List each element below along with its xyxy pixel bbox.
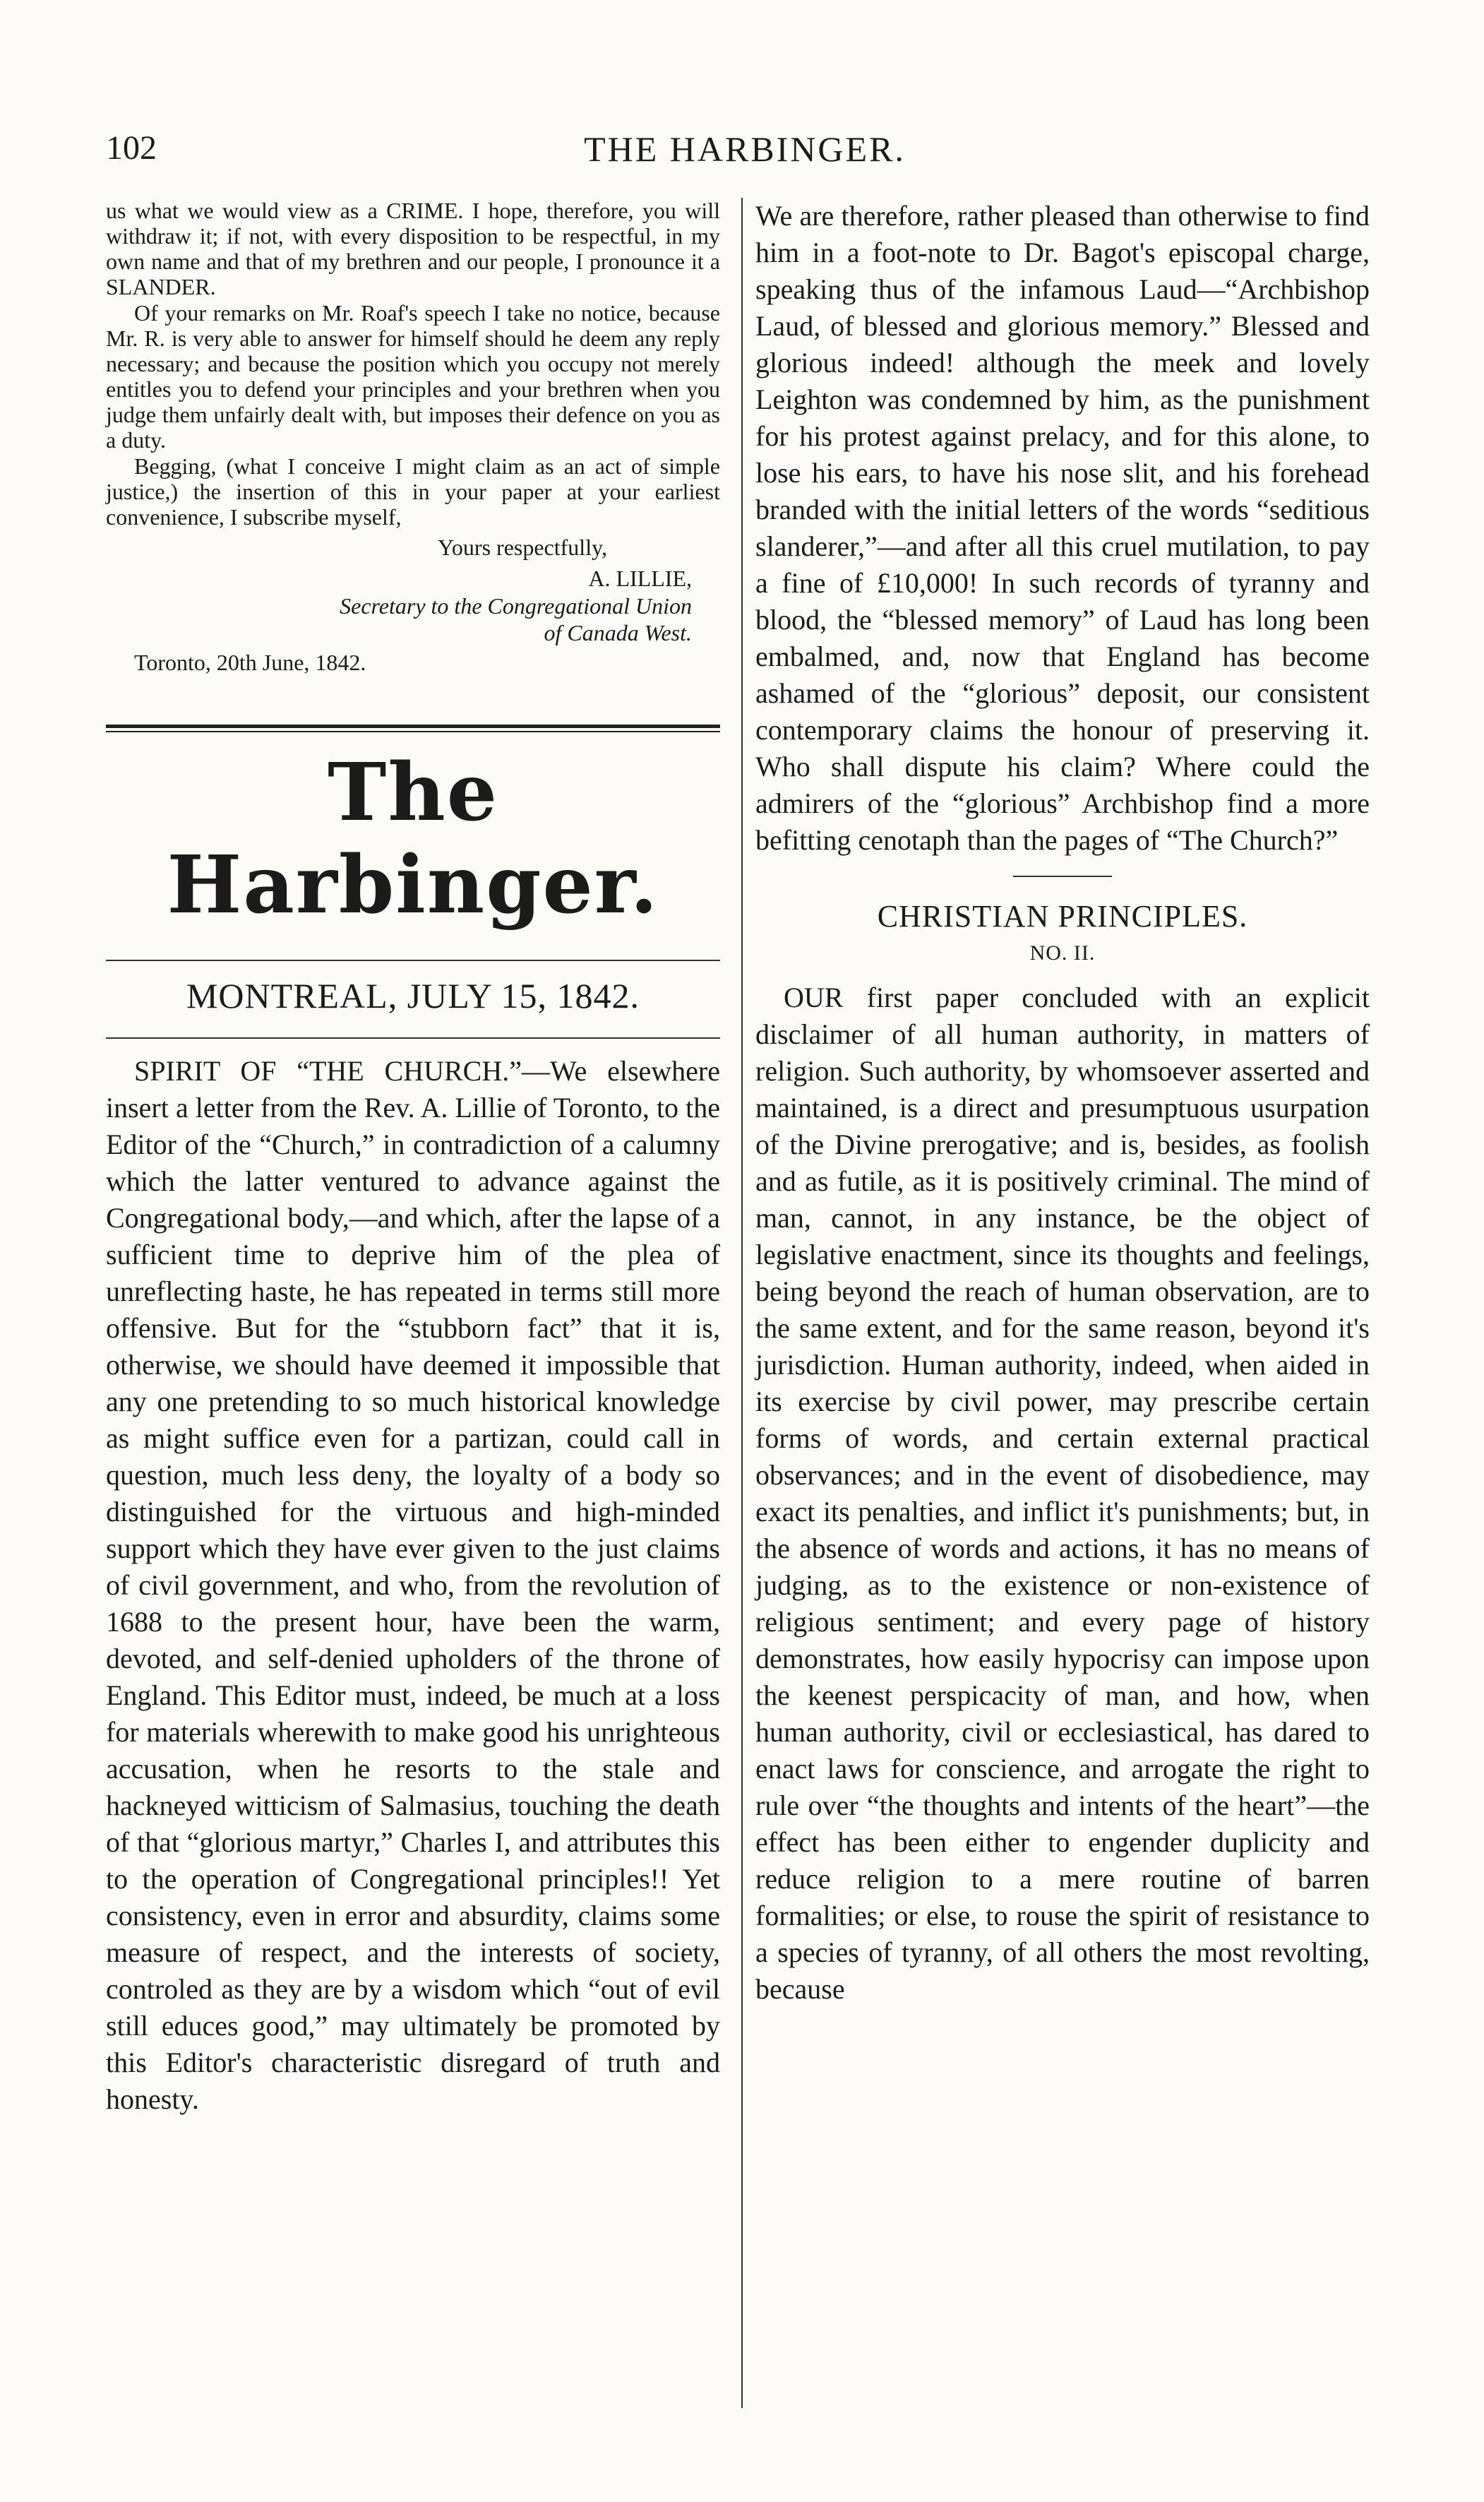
- editorial-continued: We are therefore, rather pleased than otherwise to find him in a foot-note to Dr. Bagot's episcopal charge, speaking thus of the infamous Laud—“Archbishop Laud, of blessed and glorious memory.” Blessed and glorious indeed! although the meek and lovely Leighton was condemned by him, as the punishment for his protest against prelacy, and for this alone, to lose his ears, to have his nose slit, and his forehead branded with the initial letters of the words “seditious slanderer,”—and after all this cruel mutilation, to pay a fine of £10,000! In such records of tyranny and blood, the “blessed memory” of Laud has long been embalmed, and, now that England has become ashamed of the “glorious” deposit, our consistent contemporary claims the honour of preserving it. Who shall dispute his claim? Where could the admirers of the “glorious” Archbishop find a more befitting cenotaph than the pages of “The Church?”: [755, 200, 1370, 856]
- left-column: [106, 198, 720, 2118]
- page-header: [106, 129, 1384, 192]
- editorial-lead: SPIRIT OF “THE CHURCH.”: [134, 1054, 522, 1087]
- letter-closing: Yours respectfully,: [438, 535, 607, 561]
- dateline-rule: [106, 1037, 720, 1039]
- principles-paragraph: OUR first paper concluded with an explicit disclaimer of all human authority, in matters of religion. Such authority, by whomsoever asserted and maintained, is a direct and presumptuous usurpation of the Divine prerogative; and is, besides, as foolish and as futile, as it is positively criminal. The mind of man, cannot, in any instance, be the object of legislative enactment, since its thoughts and feelings, being beyond the reach of human observation, are to the same extent, and for the same reason, beyond it's jurisdiction. Human authority, indeed, when aided in its exercise by civil power, may prescribe certain forms of words, and certain external practical observances; and in the event of disobedience, may exact its penalties, and inflict it's punishments; but, in the absence of words and actions, it has no means of judging, as to the existence or non-existence of religious sentiment; and every page of history demonstrates, how easily hypocrisy can impose upon the keenest perspicacity of man, and how, when human authority, civil or ecclesiastical, has dared to enact laws for conscience, and arrogate the right to rule over “the thoughts and intents of the heart”—the effect has been either to engender duplicity and reduce religion to a mere routine of barren formalities; or else, to rouse the spirit of resistance to a species of tyranny, of all others the most revolting, because: [755, 982, 1370, 2005]
- right-column: [755, 198, 1370, 2008]
- masthead-title: The Harbinger.: [167, 746, 659, 931]
- section-divider: [106, 725, 720, 732]
- dateline: MONTREAL, JULY 15, 1842.: [186, 975, 640, 1015]
- editorial-paragraph: [106, 1053, 720, 2118]
- section-title: CHRISTIAN PRINCIPLES.: [877, 899, 1248, 934]
- letter-signer: A. LILLIE,: [588, 566, 692, 592]
- section-number: NO. II.: [1029, 941, 1096, 965]
- running-title: THE HARBINGER.: [584, 129, 906, 169]
- signer-role: Secretary to the Congregational Union: [340, 592, 692, 619]
- letter-place-date: Toronto, 20th June, 1842.: [134, 649, 366, 675]
- page-number: 102: [106, 129, 157, 167]
- letter-paragraph: Of your remarks on Mr. Roaf's speech I take no notice, because Mr. R. is very able to answer for himself should he deem any reply necessary; and because the position which you occupy not merely entitles you to defend your principles and your brethren when you judge them unfairly dealt with, but imposes their defence on you as a duty.: [106, 299, 720, 453]
- section-rule: [1013, 876, 1112, 877]
- signer-role: of Canada West.: [544, 620, 692, 646]
- letter-paragraph: Begging, (what I conceive I might claim as an act of simple justice,) the insertion of this in your paper at your earliest convenience, I subscribe myself,: [106, 453, 720, 530]
- masthead-rule: [106, 960, 720, 961]
- letter-paragraph: us what we would view as a CRIME. I hope, therefore, you will withdraw it; if not, with every disposition to be respectful, in my own name and that of my brethren and our people, I pronounce it a SLANDER.: [106, 198, 720, 300]
- editorial-body: —We elsewhere insert a letter from the Rev. A. Lillie of Toronto, to the Editor of the “Church,” in contradiction of a calumny which the latter ventured to advance against the Congregational body,—and which, after the lapse of a sufficient time to deprive him of the plea of unreflecting haste, he has repeated in terms still more offensive. But for the “stubborn fact” that it is, otherwise, we should have deemed it impossible that any one pretending to so much historical knowledge as might suffice even for a partizan, could call in question, much less deny, the loyalty of a body so distinguished for the virtuous and high-minded support which they have ever given to the just claims of civil government, and who, from the revolution of 1688 to the present hour, have been the warm, devoted, and self-denied upholders of the throne of England. This Editor must, indeed, be much at a loss for materials wherewith to make good his unrighteous accusation, when he resorts to the stale and hackneyed witticism of Salmasius, touching the death of that “glorious martyr,” Charles I, and attributes this to the operation of Congregational principles!! Yet consistency, even in error and absurdity, claims some measure of respect, and the interests of society, controled as they are by a wisdom which “out of evil still educes good,” may ultimately be promoted by this Editor's characteristic disregard of truth and honesty.: [106, 1054, 720, 2115]
- column-divider: [741, 198, 743, 2408]
